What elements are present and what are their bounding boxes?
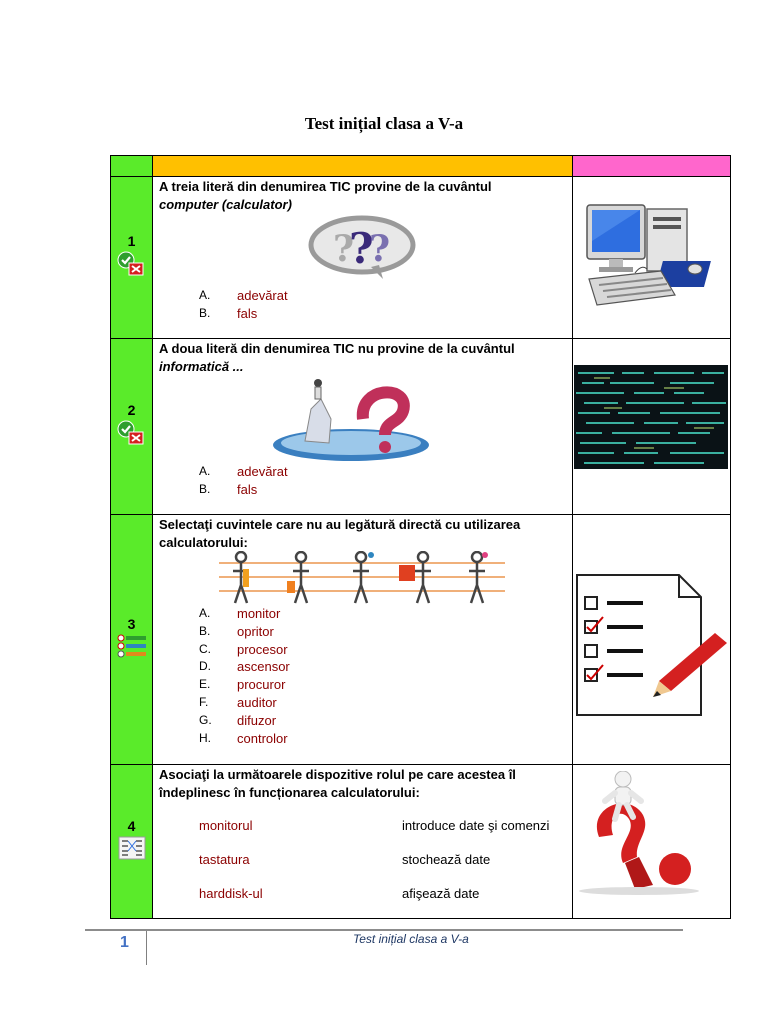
option-letter: A. xyxy=(199,464,211,478)
question-row-2 xyxy=(111,339,731,515)
question-number-cell xyxy=(111,765,153,919)
option-letter: A. xyxy=(199,288,211,302)
multiple-choice-icon xyxy=(117,634,147,658)
footer-page-number: 1 xyxy=(120,934,129,951)
option-text: controlor xyxy=(237,730,288,746)
question-row-4 xyxy=(111,765,731,919)
svg-text:?: ? xyxy=(349,224,374,273)
option-text: fals xyxy=(237,481,258,497)
question-number: 3 xyxy=(127,616,136,632)
footer-separator xyxy=(146,931,147,965)
option-letter: B. xyxy=(199,623,211,638)
question-cell xyxy=(153,177,573,339)
option-h[interactable] xyxy=(199,730,290,748)
option-a[interactable] xyxy=(199,287,288,305)
option-a[interactable] xyxy=(199,605,290,623)
figure-in-hole-image xyxy=(271,379,431,463)
match-right-item: afişează date xyxy=(402,886,480,901)
option-letter: A. xyxy=(199,606,211,620)
question-text: Selectaţi cuvintele care nu au legătură directă cu utilizarea calculatorului: xyxy=(159,517,521,550)
header-cell-image xyxy=(573,156,731,177)
question-image-cell xyxy=(573,765,731,919)
match-right-item: stochează date xyxy=(402,852,491,867)
option-text: adevărat xyxy=(237,464,288,479)
option-text: procesor xyxy=(237,641,288,657)
option-text: procuror xyxy=(237,677,286,693)
question-cell xyxy=(153,339,573,515)
match-pair-2[interactable] xyxy=(199,852,549,886)
option-text: monitor xyxy=(237,606,281,621)
option-text: auditor xyxy=(237,694,277,710)
question-number: 1 xyxy=(127,233,136,249)
match-left-item: tastatura xyxy=(199,852,250,867)
footer-text: Test inițial clasa a V-a xyxy=(353,932,469,946)
match-left-item: monitorul xyxy=(199,818,253,833)
question-text: A doua literă din denumirea TIC nu provine de la cuvântul xyxy=(159,341,515,356)
option-text: fals xyxy=(237,305,258,321)
desktop-computer-image xyxy=(575,201,731,311)
figure-question-mark-image xyxy=(579,771,729,895)
table-header-row xyxy=(111,156,731,177)
option-b[interactable] xyxy=(199,623,290,641)
match-pair-1[interactable] xyxy=(199,818,549,852)
svg-text:?: ? xyxy=(333,228,355,270)
header-cell-number xyxy=(111,156,153,177)
question-text: Asociaţi la următoarele dispozitive rolul pe care acestea îl îndeplinesc în funcționarea calculatorului: xyxy=(159,767,516,800)
checklist-pencil-image xyxy=(575,573,731,717)
question-row-1 xyxy=(111,177,731,339)
true-false-icon xyxy=(117,420,147,446)
question-image-cell xyxy=(573,515,731,765)
question-number: 4 xyxy=(127,818,136,834)
question-number-cell xyxy=(111,177,153,339)
svg-text:?: ? xyxy=(369,228,391,270)
match-left-item: harddisk-ul xyxy=(199,886,263,901)
option-text: adevărat xyxy=(237,288,288,303)
code-screen-image xyxy=(574,365,728,469)
workers-image xyxy=(219,551,505,605)
quiz-table xyxy=(110,155,731,919)
footer-divider xyxy=(85,929,683,931)
option-f[interactable] xyxy=(199,694,290,712)
question-cell xyxy=(153,515,573,765)
option-b[interactable] xyxy=(199,305,288,323)
header-cell-question xyxy=(153,156,573,177)
option-letter: B. xyxy=(199,481,211,496)
option-letter: F. xyxy=(199,694,209,709)
question-row-3 xyxy=(111,515,731,765)
option-letter: H. xyxy=(199,730,211,745)
option-d[interactable] xyxy=(199,658,290,676)
question-cell xyxy=(153,765,573,919)
question-text-italic: informatică ... xyxy=(159,359,244,374)
question-text: A treia literă din denumirea TIC provine de la cuvântul xyxy=(159,179,492,194)
matching-icon xyxy=(118,836,146,860)
question-bubble-icon xyxy=(307,215,417,281)
match-right-item: introduce date şi comenzi xyxy=(402,818,550,833)
true-false-icon xyxy=(117,251,147,277)
question-image-cell xyxy=(573,339,731,515)
option-text: ascensor xyxy=(237,659,290,675)
option-text: opritor xyxy=(237,623,274,639)
question-image-cell xyxy=(573,177,731,339)
document-title: Test inițial clasa a V-a xyxy=(304,114,464,133)
option-b[interactable] xyxy=(199,481,288,499)
match-pair-3[interactable] xyxy=(199,886,549,920)
option-letter: D. xyxy=(199,659,211,674)
question-number-cell xyxy=(111,339,153,515)
option-c[interactable] xyxy=(199,641,290,659)
option-g[interactable] xyxy=(199,712,290,730)
option-letter: C. xyxy=(199,641,211,656)
option-letter: B. xyxy=(199,305,211,320)
question-number: 2 xyxy=(127,402,136,418)
question-number-cell xyxy=(111,515,153,765)
option-text: difuzor xyxy=(237,712,277,728)
option-letter: E. xyxy=(199,677,211,692)
option-letter: G. xyxy=(199,712,212,727)
option-a[interactable] xyxy=(199,463,288,481)
option-e[interactable] xyxy=(199,676,290,694)
question-text-italic: computer (calculator) xyxy=(159,197,292,212)
